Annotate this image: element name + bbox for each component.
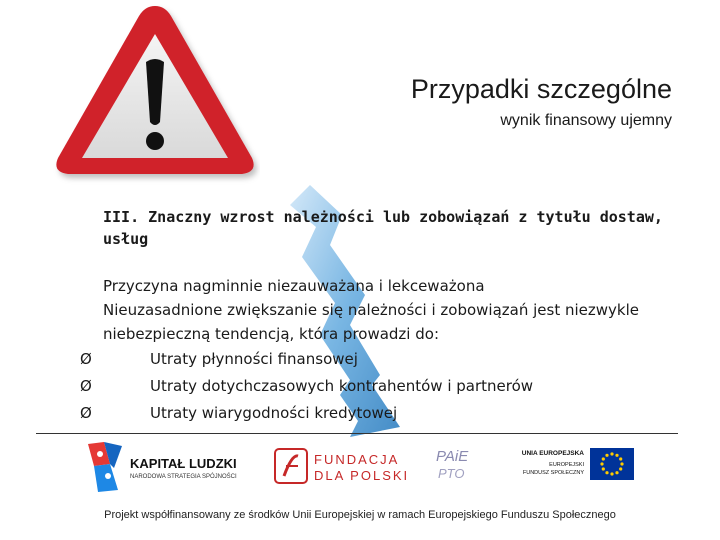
paie-line1: PAiE (436, 448, 469, 465)
bullet-text: Utraty dotychczasowych kontrahentów i partnerów (150, 377, 534, 395)
kapital-ludzki-emblem-icon (84, 440, 124, 494)
section-heading: III. Znaczny wzrost należności lub zobowiązań z tytułu dostaw, usług (103, 208, 663, 248)
bullet-text: Utraty wiarygodności kredytowej (150, 404, 398, 422)
fundacja-emblem-icon (274, 448, 308, 484)
ue-line3: FUNDUSZ SPOŁECZNY (522, 470, 584, 476)
bullet-arrow-icon: Ø (80, 377, 92, 395)
kapital-ludzki-title: KAPITAŁ LUDZKI (130, 456, 237, 471)
warning-sign-icon (50, 0, 260, 185)
divider (36, 433, 678, 434)
list-item (80, 377, 533, 395)
kapital-ludzki-subtitle: NARODOWA STRATEGIA SPÓJNOŚCI (130, 474, 237, 480)
list-item (80, 350, 358, 368)
footer-funding-note: Projekt współfinansowany ze środków Unii Europejskiej w ramach Europejskiego Funduszu Społecznego (104, 509, 616, 521)
paragraph: Przyczyna nagminnie niezauważana i lekceważona (103, 277, 485, 295)
bullet-arrow-icon: Ø (80, 350, 92, 368)
list-item (80, 404, 397, 422)
ue-line2: EUROPEJSKI (549, 462, 584, 468)
ue-efs-logo (508, 448, 638, 488)
body-text (103, 274, 683, 346)
eu-flag-icon (590, 448, 634, 480)
kapital-ludzki-logo (84, 440, 264, 496)
fundacja-line2: DLA POLSKI (314, 468, 410, 483)
fundacja-line1: FUNDACJA (314, 452, 400, 467)
page-title: Przypadki szczególne (410, 74, 672, 104)
paie-logo (436, 446, 486, 486)
bullet-arrow-icon: Ø (80, 404, 92, 422)
page-subtitle: wynik finansowy ujemny (500, 112, 672, 129)
fundacja-dla-polski-logo (274, 446, 414, 488)
ue-line1: UNIA EUROPEJSKA (521, 450, 584, 457)
bullet-text: Utraty płynności finansowej (150, 350, 358, 368)
paragraph: Nieuzasadnione zwiększanie się należności i zobowiązań jest niezwykle niebezpieczną tendencją, która prowadzi do: (103, 301, 639, 343)
paie-line2: PTO (438, 466, 465, 481)
